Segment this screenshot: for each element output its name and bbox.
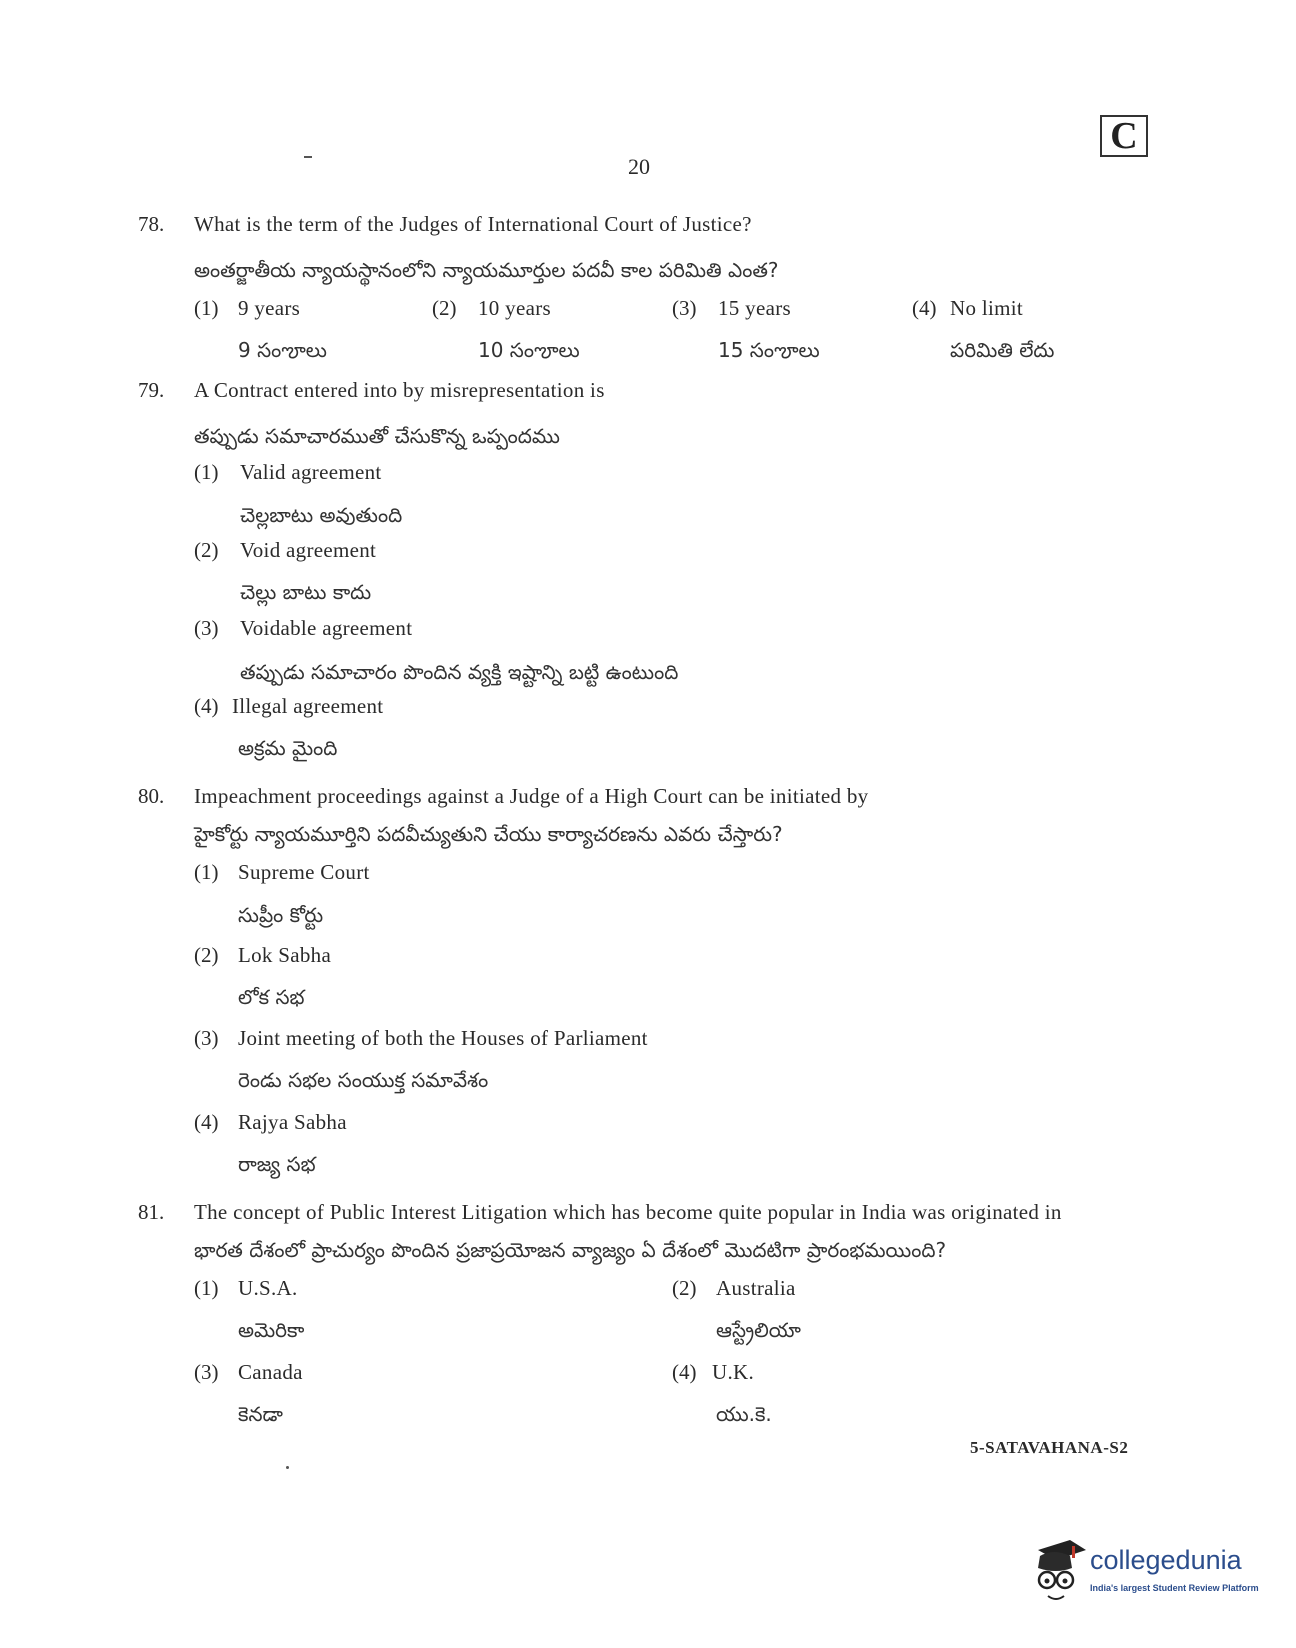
option-text-te: 15 సంౡలు xyxy=(718,338,820,362)
watermark-tagline: India's largest Student Review Platform xyxy=(1090,1583,1259,1593)
option-text-en: 15 years xyxy=(718,296,791,320)
question-text-en: A Contract entered into by misrepresentation is xyxy=(194,378,605,402)
option-text-te: సుప్రీం కోర్టు xyxy=(238,903,324,927)
option-text-te: పరిమితి లేదు xyxy=(950,338,1055,362)
option-text-en: 9 years xyxy=(238,296,301,320)
question-number: 81. xyxy=(138,1200,165,1224)
scan-mark xyxy=(286,1466,289,1469)
question-text-en: Impeachment proceedings against a Judge of a High Court can be initiated by xyxy=(194,784,869,808)
option-text-te: 10 సంౡలు xyxy=(478,338,580,362)
option-number: (4) xyxy=(194,1110,219,1134)
scan-mark xyxy=(304,156,312,158)
option-text-te: చెల్లబాటు అవుతుంది xyxy=(240,503,403,527)
option-text-en: Lok Sabha xyxy=(238,943,332,967)
option-text-en: Voidable agreement xyxy=(240,616,413,640)
option-text-en: Canada xyxy=(238,1360,303,1384)
option-text-en: Joint meeting of both the Houses of Parliament xyxy=(238,1026,648,1050)
option-text-te: ఆస్ట్రేలియా xyxy=(716,1318,801,1342)
question-number: 79. xyxy=(138,378,165,402)
question-text-te: అంతర్జాతీయ న్యాయస్థానంలోని న్యాయమూర్తుల పదవీ కాల పరిమితి ఎంత? xyxy=(194,258,779,282)
option-number: (1) xyxy=(194,296,219,320)
option-text-en: Australia xyxy=(716,1276,796,1300)
question-text-en: The concept of Public Interest Litigation which has become quite popular in India was originated in xyxy=(194,1200,1062,1224)
option-text-en: U.S.A. xyxy=(238,1276,298,1300)
set-code-box: C xyxy=(1100,115,1148,157)
footer-booklet-code: 5-SATAVAHANA-S2 xyxy=(970,1438,1129,1457)
option-number: (3) xyxy=(194,1026,219,1050)
watermark-brand-text: collegedunia xyxy=(1090,1545,1242,1575)
question-number: 78. xyxy=(138,212,165,236)
option-number: (1) xyxy=(194,1276,219,1300)
option-number: (2) xyxy=(194,943,219,967)
option-text-en: 10 years xyxy=(478,296,551,320)
option-text-te: యు.కె. xyxy=(716,1402,772,1426)
option-number: (3) xyxy=(194,616,219,640)
option-text-te: రాజ్య సభ xyxy=(238,1152,316,1176)
option-number: (4) xyxy=(912,296,937,320)
mascot-icon xyxy=(1030,1532,1090,1622)
option-number: (4) xyxy=(194,694,219,718)
option-number: (4) xyxy=(672,1360,697,1384)
option-text-en: U.K. xyxy=(712,1360,755,1384)
question-text-te: హైకోర్టు న్యాయమూర్తిని పదవీచ్యుతుని చేయు కార్యాచరణను ఎవరు చేస్తారు? xyxy=(194,822,783,846)
option-number: (1) xyxy=(194,860,219,884)
option-text-en: Valid agreement xyxy=(240,460,382,484)
option-text-en: Illegal agreement xyxy=(232,694,384,718)
option-text-te: లోక సభ xyxy=(238,985,305,1009)
option-text-en: Supreme Court xyxy=(238,860,370,884)
option-number: (3) xyxy=(672,296,697,320)
option-text-en: Void agreement xyxy=(240,538,377,562)
option-text-te: అమెరికా xyxy=(238,1318,305,1342)
option-text-te: కెనడా xyxy=(238,1402,283,1426)
option-number: (1) xyxy=(194,460,219,484)
option-text-te: చెల్లు బాటు కాదు xyxy=(240,580,372,604)
question-number: 80. xyxy=(138,784,165,808)
option-number: (2) xyxy=(672,1276,697,1300)
option-number: (2) xyxy=(194,538,219,562)
option-text-te: తప్పుడు సమాచారం పొందిన వ్యక్తి ఇష్టాన్ని బట్టి ఉంటుంది xyxy=(240,660,679,684)
option-text-te: 9 సంౡలు xyxy=(238,338,327,362)
question-text-en: What is the term of the Judges of International Court of Justice? xyxy=(194,212,752,236)
question-text-te: తప్పుడు సమాచారముతో చేసుకొన్న ఒప్పందము xyxy=(194,424,560,448)
question-text-te: భారత దేశంలో ప్రాచుర్యం పొందిన ప్రజాప్రయోజన వ్యాజ్యం ఏ దేశంలో మొదటిగా ప్రారంభమయింది? xyxy=(194,1238,947,1262)
option-text-te: అక్రమ మైంది xyxy=(238,736,338,760)
option-number: (3) xyxy=(194,1360,219,1384)
option-text-en: No limit xyxy=(950,296,1023,320)
option-text-te: రెండు సభల సంయుక్త సమావేశం xyxy=(238,1068,489,1092)
option-text-en: Rajya Sabha xyxy=(238,1110,347,1134)
page-number: 20 xyxy=(628,154,650,179)
option-number: (2) xyxy=(432,296,457,320)
